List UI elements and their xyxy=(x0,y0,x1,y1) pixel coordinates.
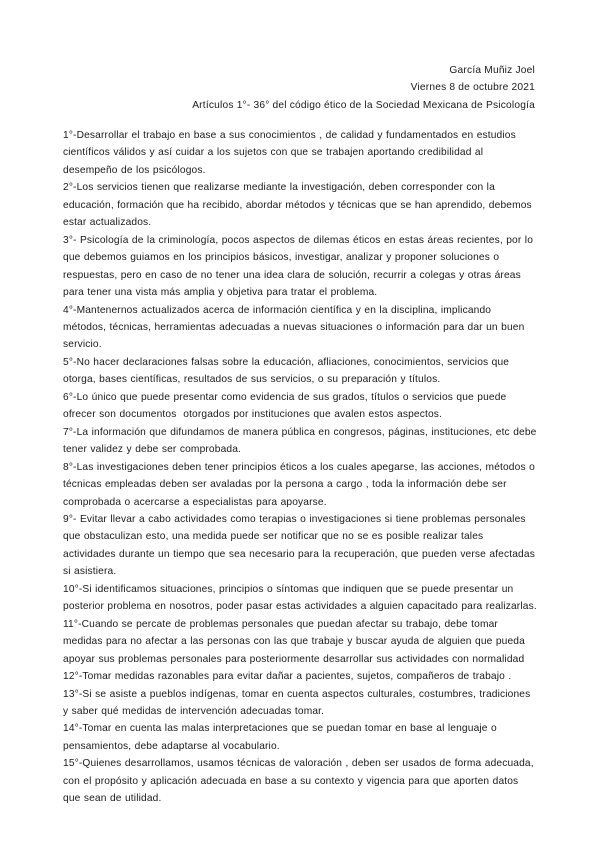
article-paragraph: 10°-Si identificamos situaciones, principios o síntomas que indiquen que se puede presentar un posterior problema en nosotros, poder pasar estas actividades a alguien capacitado para realizarlas. xyxy=(63,583,537,613)
article-paragraph: 1°-Desarrollar el trabajo en base a sus conocimientos , de calidad y fundamentados en estudios científicos válidos y así cuidar a los sujetos con que se trabajen aportando credibilidad al desempeño de los psicólogos. xyxy=(63,130,520,176)
article-paragraph: 5°-No hacer declaraciones falsas sobre la educación, afliaciones, conocimientos, servicios que otorga, bases científicas, resultados de sus servicios, o su preparación y títulos. xyxy=(63,356,513,386)
article-paragraph: 3°- Psicología de la criminología, pocos aspectos de dilemas éticos en estas áreas recientes, por lo que debemos guiamos en los principios básicos, investigar, analizar y proponer soluciones o respuestas, pero en caso de no tener una idea clara de solución, recurrir a colegas y otras áreas para tener una vista más amplia y objetiva para tratar el problema. xyxy=(63,234,537,299)
article-paragraph: 4°-Mantenernos actualizados acerca de información científica y en la disciplina, implicando métodos, técnicas, herramientas adecuadas a nuevas situaciones o información para dar un buen servicio. xyxy=(63,304,528,351)
article-paragraph: 8°-Las investigaciones deben tener principios éticos a los cuales apegarse, las acciones, métodos o técnicas empleadas deben ser avaladas por la persona a cargo , toda la información debe ser comprobada o acercarse a especialistas para apoyarse. xyxy=(63,461,539,508)
article-paragraph: 14°-Tomar en cuenta las malas interpretaciones que se puedan tomar en base al lenguaje o pensamientos, debe adaptarse al vocabulario. xyxy=(63,723,501,752)
document-header xyxy=(63,62,535,97)
document-body xyxy=(63,127,540,808)
author-name: García Muñiz Joel xyxy=(449,65,535,76)
article-paragraph: 15°-Quienes desarrollamos, usamos técnicas de valoración , deben ser usados de forma adecuada, con el propósito y aplicación adecuada en base a su contexto y vigencia para que aporten datos que sean de utilidad. xyxy=(63,758,538,805)
article-paragraph: 6°-Lo único que puede presentar como evidencia de sus grados, títulos o servicios que puede ofrecer son documentos otorgados por instituciones que avalen estos aspectos. xyxy=(63,391,510,421)
article-paragraph: 2°-Los servicios tienen que realizarse mediante la investigación, deben corresponder con la educación, formación que ha recibido, abordar métodos y técnicas que se han aprendido, debemos estar actualizados. xyxy=(63,182,536,229)
article-paragraph: 13°-Si se asiste a pueblos indígenas, tomar en cuenta aspectos culturales, costumbres, tradiciones y saber qué medidas de intervención adecuadas tomar. xyxy=(63,688,534,717)
article-paragraph: 12°-Tomar medidas razonables para evitar dañar a pacientes, sujetos, compañeros de trabajo . xyxy=(63,671,512,683)
article-paragraph: 11°-Cuando se percate de problemas personales que puedan afectar su trabajo, debe tomar medidas para no afectar a las personas con las que trabaje y buscar ayuda de alguien que pueda apoyar sus problemas personales para posteriormente desarrollar sus actividades con normalidad xyxy=(63,618,529,665)
document-title: Artículos 1°- 36° del código ético de la Sociedad Mexicana de Psicología xyxy=(192,100,535,111)
article-paragraph: 9°- Evitar llevar a cabo actividades como terapias o investigaciones si tiene problemas personales que obstaculizan esto, una medida puede ser notificar que no se es posible realizar tales actividades durante un tiempo que sea necesario para la recuperación, que pueden verse afectadas si asistiera. xyxy=(63,513,539,578)
document-date: Viernes 8 de octubre 2021 xyxy=(410,82,535,94)
article-paragraph: 7°-La información que difundamos de manera pública en congresos, páginas, instituciones, etc debe tener validez y debe ser comprobada. xyxy=(63,426,540,456)
